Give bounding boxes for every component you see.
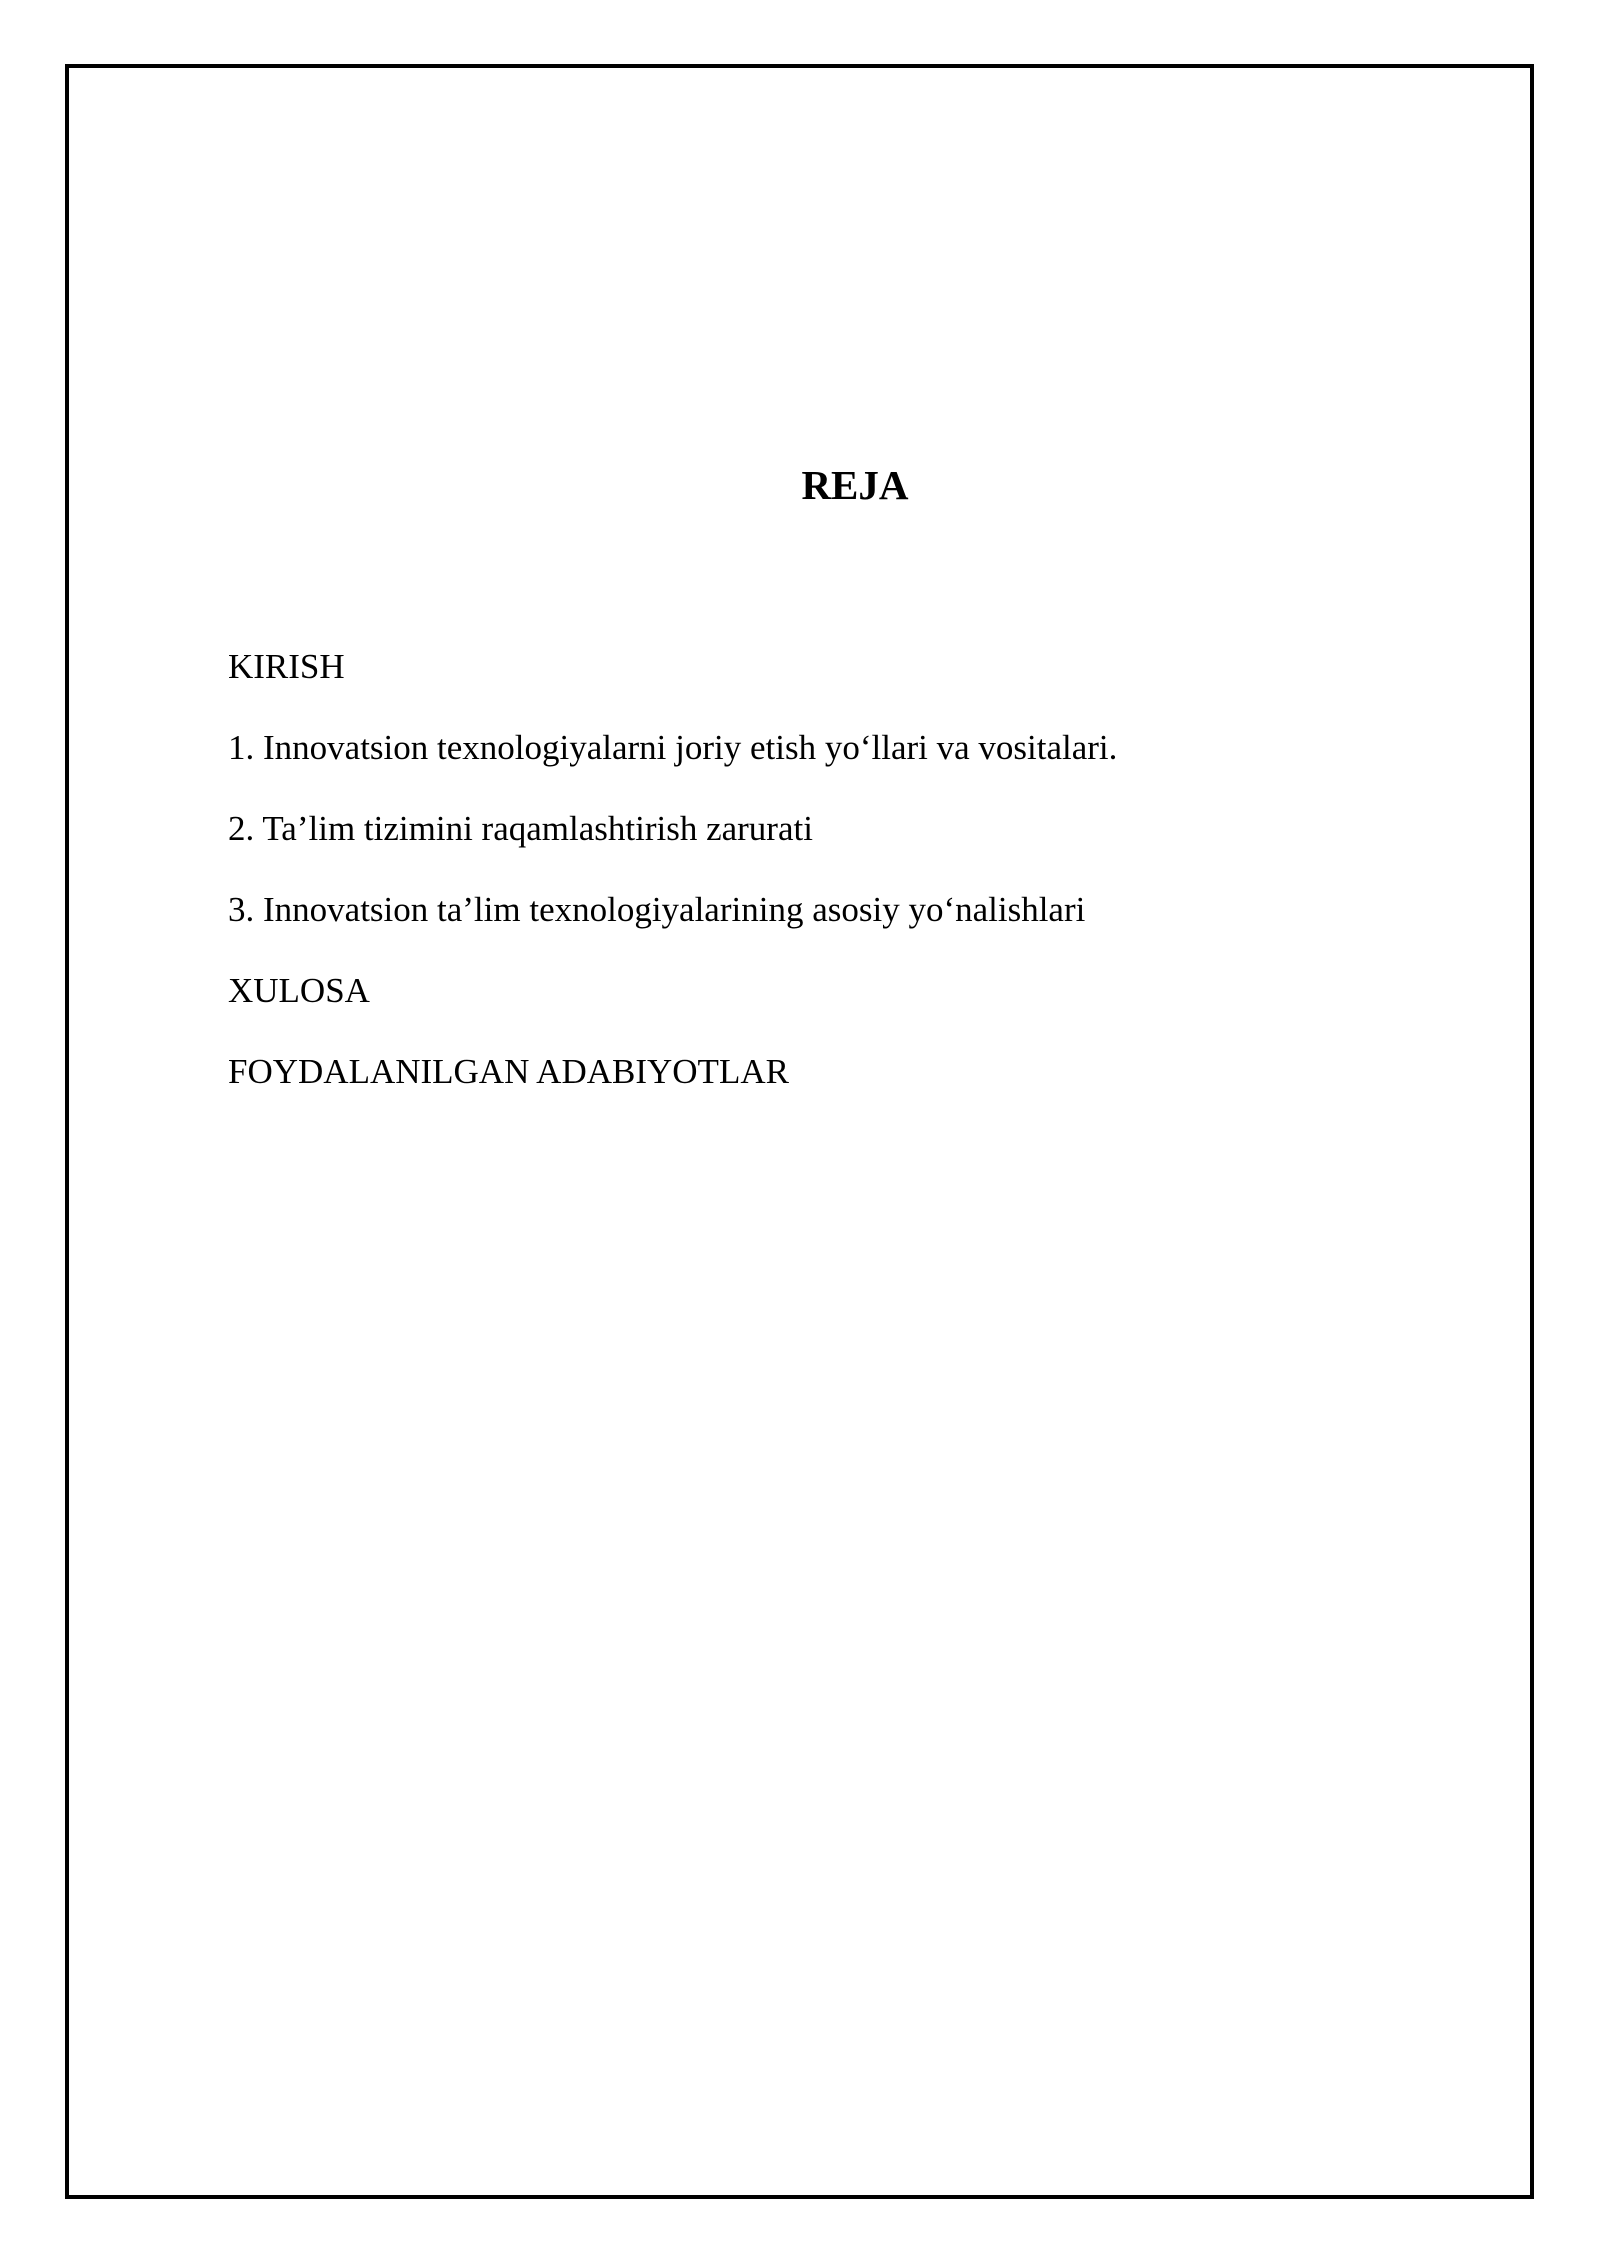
plan-item-1: 1. Innovatsion texnologiyalarni joriy etish yo‘llari va vositalari. bbox=[228, 728, 1118, 767]
plan-item-references: FOYDALANILGAN ADABIYOTLAR bbox=[228, 1052, 789, 1091]
plan-item-3: 3. Innovatsion ta’lim texnologiyalarining asosiy yo‘nalishlari bbox=[228, 890, 1086, 929]
plan-item-introduction: KIRISH bbox=[228, 647, 345, 686]
plan-list bbox=[228, 640, 1117, 1126]
plan-item-conclusion: XULOSA bbox=[228, 971, 370, 1010]
page-border bbox=[65, 64, 1534, 2199]
page-title: REJA bbox=[801, 462, 909, 508]
plan-item-2: 2. Ta’lim tizimini raqamlashtirish zarurati bbox=[228, 809, 813, 848]
